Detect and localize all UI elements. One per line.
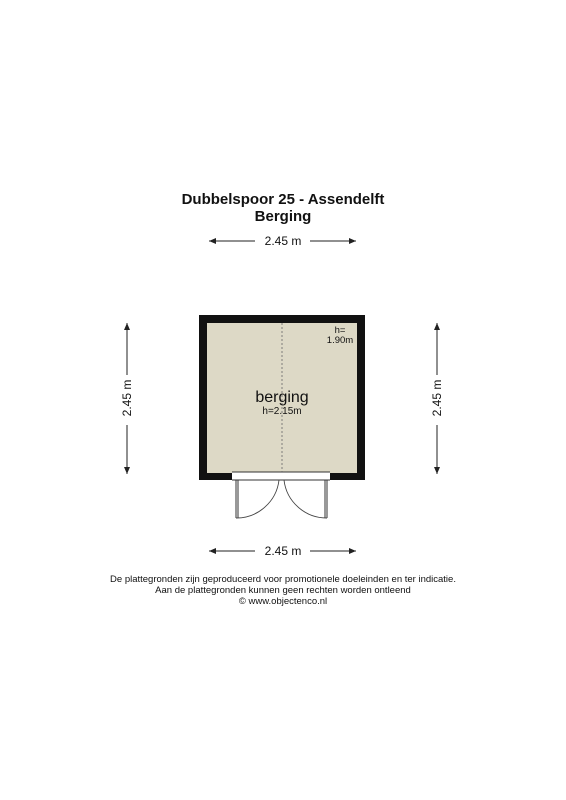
disclaimer bbox=[0, 574, 566, 607]
left-dimension-label: 2.45 m bbox=[120, 379, 134, 417]
room-name: berging bbox=[255, 389, 309, 406]
copyright-line: © www.objectenco.nl bbox=[238, 596, 328, 607]
left-dimension bbox=[120, 323, 134, 474]
disclaimer-line-2: Aan de plattegronden kunnen geen rechten worden ontleend bbox=[155, 585, 411, 596]
plan-title-address: Dubbelspoor 25 - Assendelft bbox=[181, 191, 385, 208]
low-height-value: 1.90m bbox=[326, 335, 354, 346]
disclaimer-line-1: De plattegronden zijn geproduceerd voor promotionele doeleinden en ter indicatie. bbox=[110, 574, 456, 585]
plan-title-floor: Berging bbox=[254, 208, 312, 225]
bottom-dimension bbox=[209, 544, 356, 558]
double-door bbox=[236, 480, 327, 518]
low-height-label: h= bbox=[334, 325, 346, 336]
top-dimension bbox=[209, 234, 356, 248]
right-dimension-label: 2.45 m bbox=[430, 379, 444, 417]
bottom-dimension-label: 2.45 m bbox=[264, 544, 302, 558]
right-dimension bbox=[430, 323, 444, 474]
top-dimension-label: 2.45 m bbox=[264, 234, 302, 248]
room-height: h=2.15m bbox=[262, 406, 302, 417]
